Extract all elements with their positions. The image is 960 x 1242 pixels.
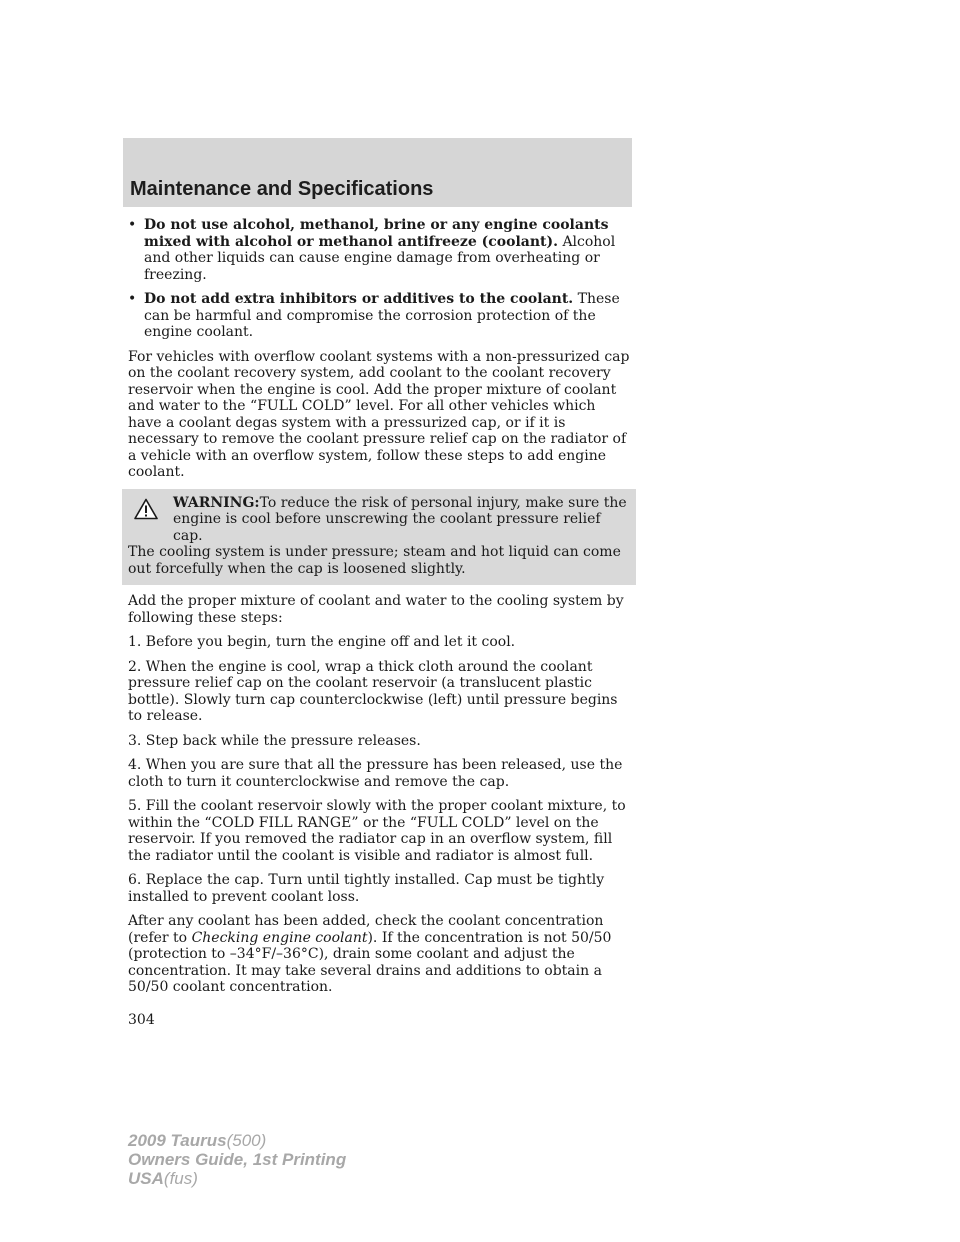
page-content xyxy=(128,217,630,1004)
closing-text-after: ). If the concentration is not 50/50 (protection to –34°F/–36°C), drain some coolant and adjust the concentration. It may take several drains and additions to obtain a 50/50 coolant concentration. xyxy=(128,929,612,995)
footer-market: USA xyxy=(128,1169,164,1188)
bullet-strong-text: Do not use alcohol, methanol, brine or any engine coolants mixed with alcohol or methanol antifreeze (coolant). xyxy=(144,217,609,250)
bullet-dot: • xyxy=(128,217,137,233)
bullet-dot: • xyxy=(128,291,137,307)
warning-box xyxy=(122,489,636,586)
bullet-text: Alcohol and other liquids can cause engine damage from overheating or freezing. xyxy=(144,233,616,283)
step-item: 5. Fill the coolant reservoir slowly with the proper coolant mixture, to within the “COLD FILL RANGE” or the “FULL COLD” level on the reservoir. If you removed the radiator cap in an overflow system, fill the radiator until the coolant is visible and radiator is almost full. xyxy=(128,798,626,864)
bullet-strong-text: Do not add extra inhibitors or additives to the coolant. xyxy=(144,291,574,307)
section-header-band xyxy=(123,138,632,207)
footer-market-code: (fus) xyxy=(163,1169,198,1188)
warning-rest-text: The cooling system is under pressure; steam and hot liquid can come out forcefully when the cap is loosened slightly. xyxy=(128,544,621,577)
section-title: Maintenance and Specifications xyxy=(130,178,434,200)
step-item: 3. Step back while the pressure releases. xyxy=(128,732,421,749)
steps-intro: Add the proper mixture of coolant and water to the cooling system by following these steps: xyxy=(128,593,624,626)
bullet-item xyxy=(128,291,630,341)
step-item: 6. Replace the cap. Turn until tightly installed. Cap must be tightly installed to prevent coolant loss. xyxy=(128,872,605,905)
closing-text-before: After any coolant has been added, check the coolant concentration (refer to xyxy=(128,913,604,946)
footer-line xyxy=(128,1131,346,1150)
intro-paragraph: For vehicles with overflow coolant systems with a non-pressurized cap on the coolant recovery system, add coolant to the coolant recovery reservoir when the engine is cool. Add the proper mixture of coolant and water to the “FULL COLD” level. For all other vehicles which have a coolant degas system with a pressurized cap, or if it is necessary to remove the coolant pressure relief cap on the radiator of a vehicle with an overflow system, follow these steps to add engine coolant. xyxy=(128,348,630,480)
footer-line xyxy=(128,1169,346,1188)
bullet-text: These can be harmful and compromise the corrosion protection of the engine coolant. xyxy=(144,291,620,340)
footer-model-code: (500) xyxy=(226,1131,267,1150)
footer-model: 2009 Taurus xyxy=(128,1131,227,1150)
warning-text: To reduce the risk of personal injury, make sure the engine is cool before unscrewing the coolant pressure relief cap. xyxy=(173,494,627,544)
footer-edition: Owners Guide, 1st Printing xyxy=(128,1150,347,1169)
bullet-item xyxy=(128,217,630,283)
closing-paragraph xyxy=(128,913,630,996)
step-item: 1. Before you begin, turn the engine off and let it cool. xyxy=(128,634,516,650)
page-number: 304 xyxy=(128,1012,155,1028)
step-item: 2. When the engine is cool, wrap a thick cloth around the coolant pressure relief cap on the coolant reservoir (a translucent plastic bottle). Slowly turn cap counterclockwise (left) until pressure begins to release. xyxy=(128,658,618,724)
print-footer xyxy=(128,1131,346,1188)
warning-label: WARNING: xyxy=(173,494,260,511)
warning-first-text xyxy=(128,495,630,545)
step-item: 4. When you are sure that all the pressure has been released, use the cloth to turn it counterclockwise and remove the cap. xyxy=(128,757,623,790)
closing-reference: Checking engine coolant xyxy=(191,929,368,946)
